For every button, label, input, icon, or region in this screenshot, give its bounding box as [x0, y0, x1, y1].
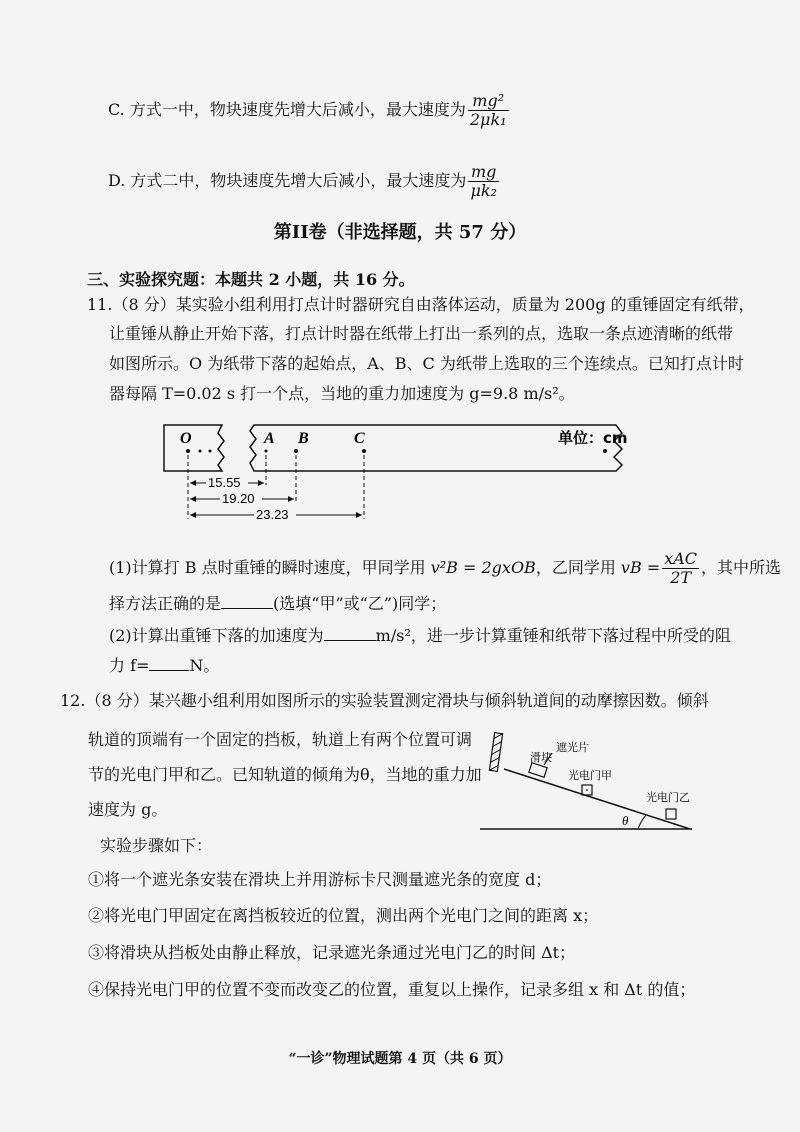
section3-title: 三、实验探究题：本题共 2 小题，共 16 分。	[87, 270, 415, 289]
q12-step2: ②将光电门甲固定在离挡板较近的位置，测出两个光电门之间的距离 x；	[88, 906, 599, 925]
answer-blank-1[interactable]	[221, 594, 273, 609]
q12-line2: 轨道的顶端有一个固定的挡板，轨道上有两个位置可调	[88, 730, 473, 749]
q11-line1: 11.（8 分）某实验小组利用打点计时器研究自由落体运动，质量为 200g 的重锤固定有纸带，	[87, 295, 755, 314]
option-c-denominator: 2μk₁	[469, 110, 507, 129]
option-d-numerator: mg	[468, 163, 499, 182]
option-c-text: C. 方式一中，物块速度先增大后减小，最大速度为	[108, 100, 466, 119]
tape-label-o: O	[180, 430, 192, 447]
option-d	[108, 163, 501, 200]
dim-oc	[190, 507, 362, 522]
gate2-box	[666, 809, 676, 819]
q12-step4: ④保持光电门甲的位置不变而改变乙的位置，重复以上操作，记录多组 x 和 Δt 的值；	[88, 980, 696, 999]
q12-step3: ③将滑块从挡板处由静止释放，记录遮光条通过光电门乙的时间 Δt；	[88, 943, 576, 962]
dim-ob-label: 19.20	[222, 491, 255, 506]
label-gate2: 光电门乙	[646, 791, 690, 804]
answer-blank-3[interactable]	[149, 656, 189, 671]
tape-dot	[265, 450, 268, 453]
incline-figure	[470, 725, 710, 835]
q11-sub1-line2	[109, 594, 446, 614]
option-c	[108, 92, 511, 129]
q11-sub1-formula-jia: v²B = 2gxOB	[430, 558, 536, 577]
option-d-fraction	[468, 163, 499, 200]
q11-sub2-line2b: N。	[189, 656, 220, 675]
label-shade: 遮光片	[556, 741, 589, 754]
q11-sub1-line2a: 择方法正确的是	[109, 594, 222, 613]
tape-left-segment	[164, 425, 224, 471]
q11-line2: 让重锤从静止开始下落，打点计时器在纸带上打出一系列的点，选取一条点迹清晰的纸带	[109, 324, 734, 343]
tape-dot-end	[603, 449, 607, 453]
tape-label-b: B	[298, 430, 309, 447]
q12-line3: 节的光电门甲和乙。已知轨道的倾角为θ，当地的重力加	[88, 765, 482, 784]
dim-ob	[190, 491, 294, 506]
tape-label-a: A	[264, 430, 275, 447]
q11-line4: 器每隔 T=0.02 s 打一个点，当地的重力加速度为 g=9.8 m/s²。	[109, 384, 575, 403]
tape-dot	[209, 450, 212, 453]
q11-line3: 如图所示。O 为纸带下落的起始点，A、B、C 为纸带上选取的三个连续点。已知打点计时	[109, 354, 744, 373]
tape-label-c: C	[354, 430, 365, 447]
angle-arc	[638, 815, 646, 829]
answer-blank-2[interactable]	[324, 626, 376, 641]
q11-sub1-text-b: ，乙同学用	[535, 558, 616, 577]
q11-sub1-line1	[109, 550, 781, 587]
dim-oc-label: 23.23	[256, 507, 289, 522]
q11-sub1-text-c: ，其中所选	[701, 558, 782, 577]
q11-sub2-line1	[109, 626, 731, 646]
dim-oa	[190, 475, 264, 490]
q11-sub1-formula-yi-den: 2T	[670, 568, 692, 587]
q11-sub1-formula-yi-num: xAC	[664, 549, 698, 568]
angle-label: θ	[622, 813, 629, 828]
q11-sub2-line2a: 力 f=	[109, 656, 150, 675]
q11-sub1-line2b: (选填“甲”或“乙”)同学；	[273, 594, 447, 613]
option-d-denominator: μk₂	[470, 181, 497, 200]
q11-sub1-formula-yi-lhs: vB =	[620, 558, 661, 577]
q11-sub2-line1a: (2)计算出重锤下落的加速度为	[109, 626, 324, 645]
q11-sub2-line1b: m/s²，进一步计算重锤和纸带下落过程中所受的阻	[375, 626, 731, 645]
q12-steps-title: 实验步骤如下：	[100, 836, 213, 855]
q12-step1: ①将一个遮光条安装在滑块上并用游标卡尺测量遮光条的宽度 d；	[88, 870, 552, 889]
option-c-numerator: mg²	[468, 92, 509, 111]
tape-dot-c	[362, 449, 366, 453]
label-slider: 滑块	[530, 751, 552, 764]
q11-sub1-text-a: (1)计算打 B 点时重锤的瞬时速度，甲同学用	[109, 558, 426, 577]
tape-dot	[199, 450, 202, 453]
label-gate1: 光电门甲	[568, 769, 612, 782]
tape-dot-o	[186, 449, 190, 453]
part2-title: 第II卷（非选择题，共 57 分）	[273, 222, 527, 243]
paper-tape-figure	[150, 415, 650, 525]
option-c-fraction	[468, 92, 509, 129]
dim-oa-label: 15.55	[208, 475, 241, 490]
tape-dot-a	[294, 449, 298, 453]
q12-line1: 12.（8 分）某兴趣小组利用如图所示的实验装置测定滑块与倾斜轨道间的动摩擦因数。倾斜	[60, 691, 709, 710]
option-d-text: D. 方式二中，物块速度先增大后减小，最大速度为	[108, 171, 467, 190]
q11-sub1-formula-yi-fraction	[662, 550, 699, 587]
page-footer: “一诊”物理试题第 4 页（共 6 页）	[288, 1051, 512, 1067]
q11-sub2-line2	[109, 656, 219, 676]
q12-line4: 速度为 g。	[88, 800, 168, 819]
baffle	[489, 733, 502, 772]
tape-unit-label: 单位：cm	[558, 429, 628, 447]
